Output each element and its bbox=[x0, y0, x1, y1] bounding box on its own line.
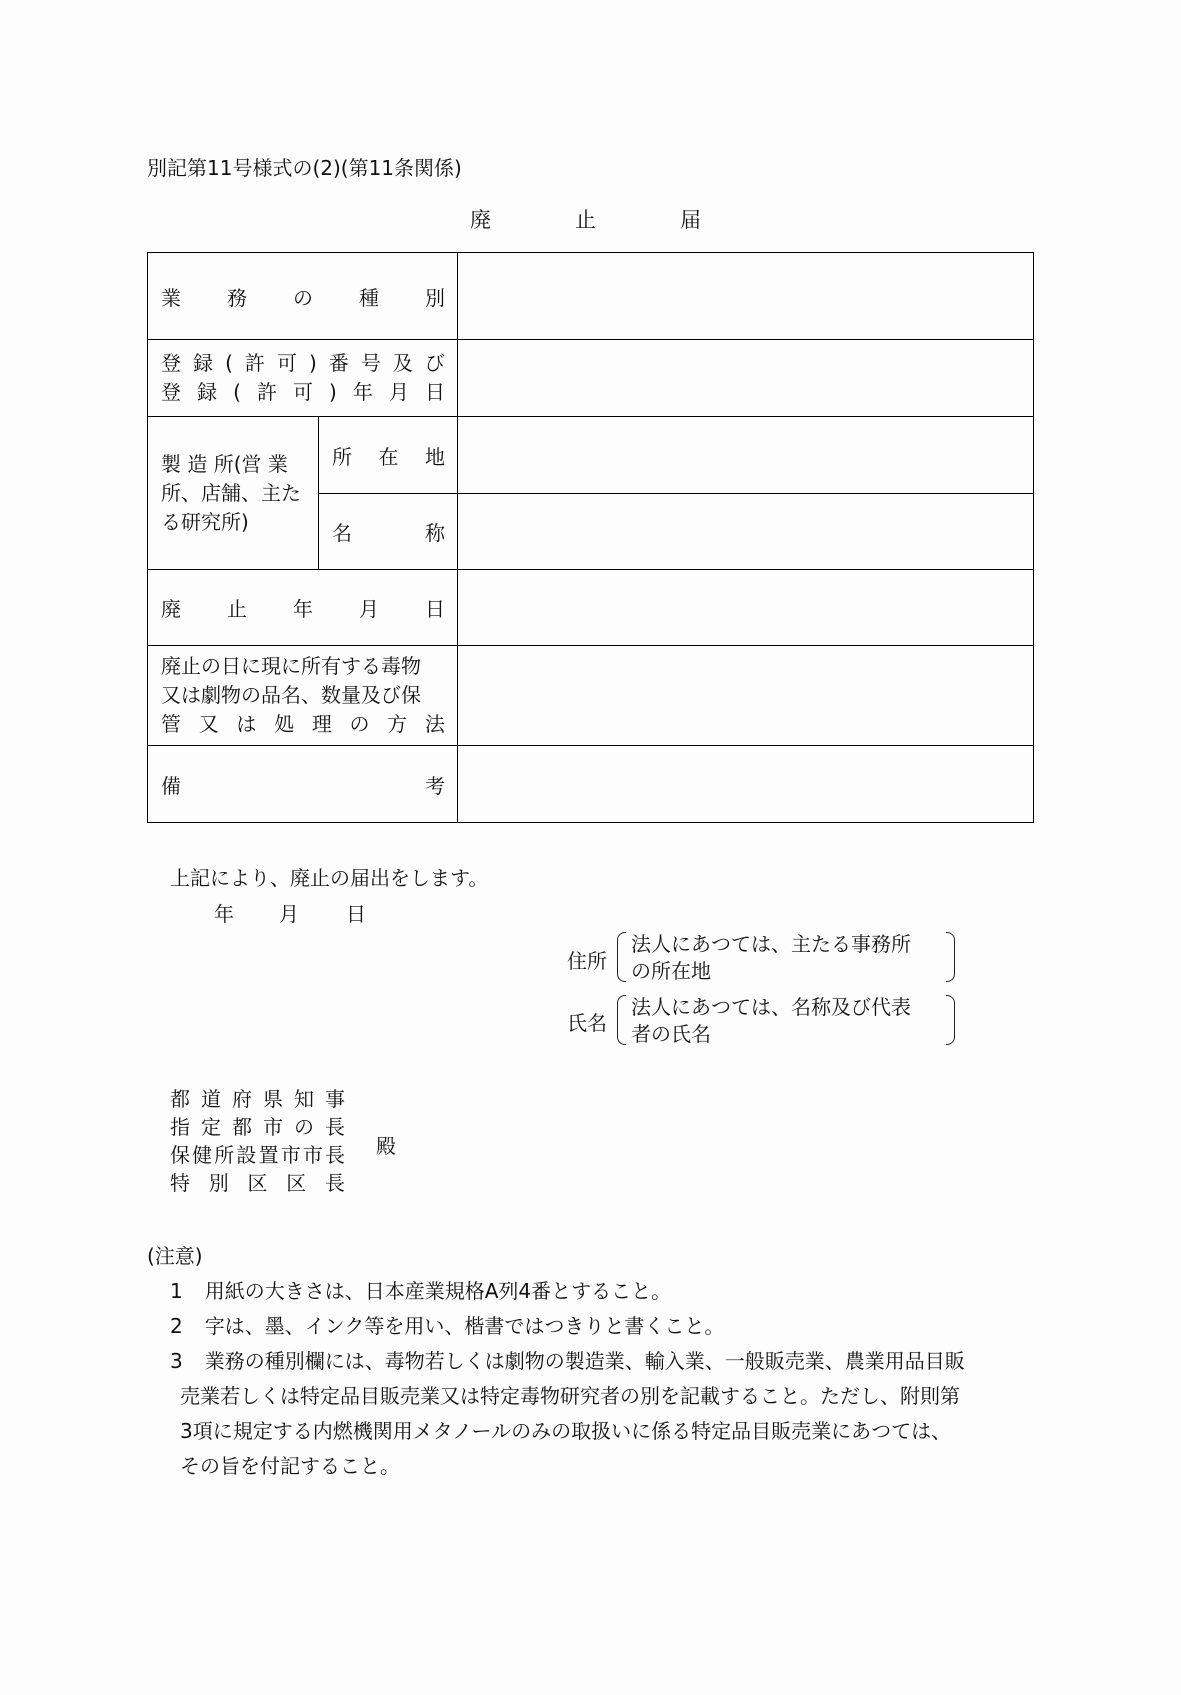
label-held-substances: 廃止の日に現に所有する毒物 又は劇物の品名、数量及び保 管 又 は 処 理 の 方 法 bbox=[148, 646, 458, 746]
addressee-block: 都 道 府 県 知 事 指 定 都 市 の 長 保 健 所 設 置 市 市 長 特 別 区 区 長 bbox=[170, 1087, 345, 1195]
honorific: 殿 bbox=[376, 1134, 396, 1158]
address-note: 法人にあつては、主たる事務所 の所在地 bbox=[631, 932, 911, 983]
title-char: 届 bbox=[680, 208, 701, 232]
row-business-type bbox=[148, 253, 1034, 340]
form-title bbox=[0, 204, 1181, 232]
title-char: 止 bbox=[575, 208, 596, 232]
note-item-2: 2 字は、墨、インク等を用い、楷書ではつきりと書くこと。 bbox=[170, 1314, 725, 1338]
label-business-type: 業 務 の 種 別 bbox=[148, 253, 458, 340]
note-item-3: 3 業務の種別欄には、毒物若しくは劇物の製造業、輸入業、一般販売業、農業用品目販 bbox=[170, 1349, 965, 1373]
date-year-label: 年 bbox=[214, 902, 234, 926]
label-remarks: 備 考 bbox=[148, 746, 458, 823]
row-location bbox=[148, 417, 1034, 494]
title-char: 廃 bbox=[470, 208, 491, 232]
right-bracket-icon bbox=[946, 995, 955, 1045]
address-label: 住所 bbox=[567, 949, 607, 973]
note-item-3-line-4: その旨を付記すること。 bbox=[180, 1454, 400, 1478]
right-bracket-icon bbox=[946, 932, 955, 982]
notes-heading: (注意) bbox=[147, 1244, 203, 1268]
row-abolition-date bbox=[148, 570, 1034, 646]
label-facility-name: 名 称 bbox=[319, 494, 458, 570]
row-held-substances bbox=[148, 646, 1034, 746]
left-bracket-icon bbox=[617, 932, 626, 982]
left-bracket-icon bbox=[617, 995, 626, 1045]
name-label: 氏名 bbox=[567, 1011, 607, 1035]
date-day-label: 日 bbox=[346, 902, 366, 926]
declaration-text: 上記により、廃止の届出をします。 bbox=[170, 866, 489, 890]
label-facility: 製 造 所(営 業 所、店舗、主た る研究所) bbox=[148, 417, 319, 570]
note-item-3-line-3: 3項に規定する内燃機関用メタノールのみの取扱いに係る特定品目販売業にあつては、 bbox=[180, 1419, 952, 1443]
name-note: 法人にあつては、名称及び代表 者の氏名 bbox=[631, 995, 911, 1046]
label-abolition-date: 廃 止 年 月 日 bbox=[148, 570, 458, 646]
field-business-type[interactable] bbox=[458, 253, 1034, 340]
row-registration bbox=[148, 340, 1034, 417]
field-abolition-date[interactable] bbox=[458, 570, 1034, 646]
label-registration: 登 録 ( 許 可 ) 番 号 及 び 登 録 ( 許 可 ) 年 月 日 bbox=[148, 340, 458, 417]
note-item-3-line-2: 売業若しくは特定品目販売業又は特定毒物研究者の別を記載すること。ただし、附則第 bbox=[180, 1384, 960, 1408]
row-remarks bbox=[148, 746, 1034, 823]
notification-table bbox=[147, 252, 1034, 823]
field-remarks[interactable] bbox=[458, 746, 1034, 823]
field-registration[interactable] bbox=[458, 340, 1034, 417]
field-location[interactable] bbox=[458, 417, 1034, 494]
form-heading: 別記第11号様式の(2)(第11条関係) bbox=[147, 156, 462, 180]
field-facility-name[interactable] bbox=[458, 494, 1034, 570]
label-location: 所 在 地 bbox=[319, 417, 458, 494]
field-held-substances[interactable] bbox=[458, 646, 1034, 746]
note-item-1: 1 用紙の大きさは、日本産業規格A列4番とすること。 bbox=[170, 1279, 672, 1303]
date-month-label: 月 bbox=[279, 902, 299, 926]
